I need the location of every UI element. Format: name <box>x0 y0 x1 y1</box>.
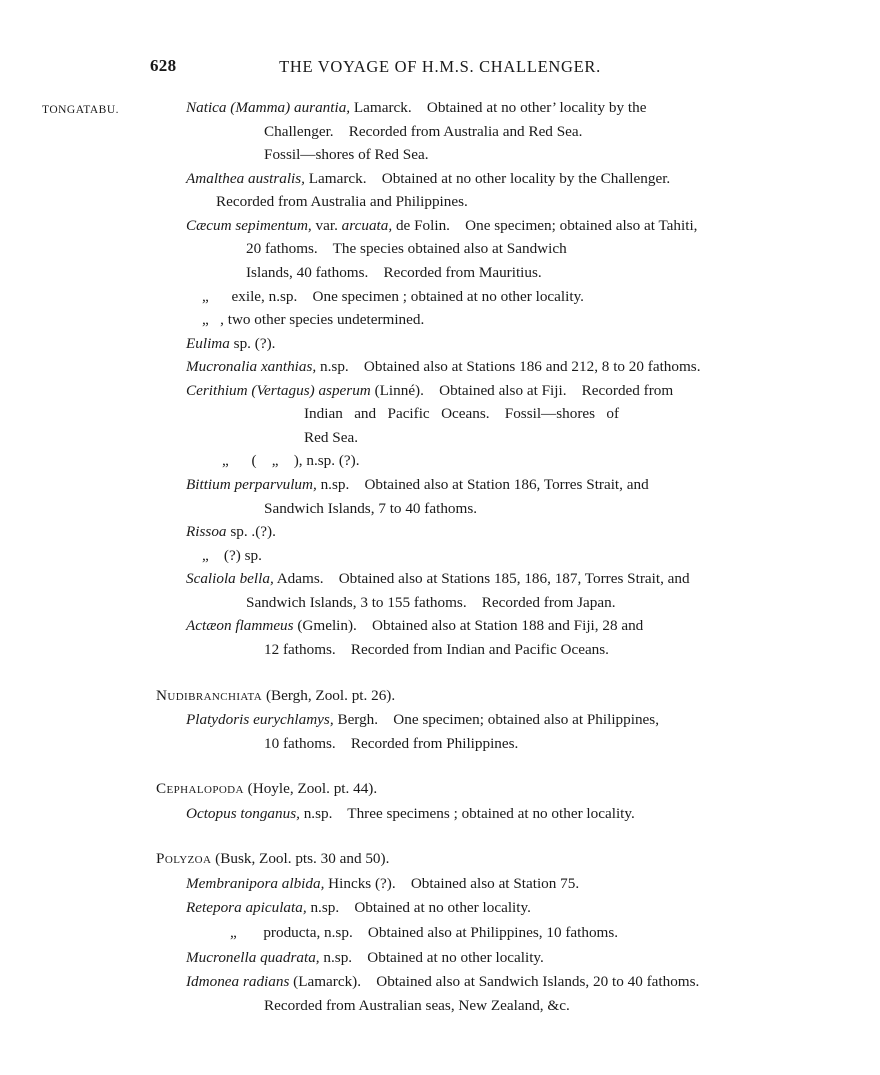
entry-line <box>186 544 842 568</box>
entry-line <box>186 994 842 1018</box>
entry-line <box>186 190 842 214</box>
entry-line <box>186 638 842 662</box>
entry-text: Hincks (?). Obtained also at Station 75. <box>324 874 580 892</box>
taxon-section <box>156 684 842 756</box>
entry-text: n.sp. Obtained also at Station 186, Torres Strait, and <box>316 476 649 493</box>
entry-line <box>186 120 842 144</box>
species-name: Mucronalia xanthias, <box>186 358 317 376</box>
species-name: Cerithium (Vertagus) asperum <box>186 381 371 399</box>
margin-note-locality: TONGATABU. <box>42 104 120 116</box>
species-name: Rissoa <box>186 523 227 541</box>
species-entry <box>186 614 842 661</box>
species-list <box>186 96 842 662</box>
taxon-section <box>156 847 842 1017</box>
entry-text: Fossil—shores of Red Sea. <box>264 146 429 164</box>
entry-line <box>186 355 842 379</box>
entry-line <box>186 896 842 920</box>
entry-text: sp. (?). <box>229 334 276 352</box>
entry-line <box>186 332 842 356</box>
taxon-section <box>156 777 842 825</box>
entry-text: Challenger. Recorded from Australia and Red Sea. <box>264 122 583 140</box>
species-name: Platydoris eurychlamys, <box>186 711 334 729</box>
taxon-name: Nudibranchiata <box>156 686 263 704</box>
entry-text: Sandwich Islands, 3 to 155 fathoms. Recorded from Japan. <box>246 593 616 611</box>
entry-line <box>186 214 842 238</box>
species-entry <box>186 308 842 332</box>
species-entry <box>186 520 842 544</box>
entry-text: Recorded from Australian seas, New Zealand, &c. <box>264 996 570 1014</box>
entry-text: Lamarck. Obtained at no other’ locality by the <box>350 99 647 116</box>
species-entry <box>186 473 842 520</box>
species-entry <box>186 285 842 309</box>
species-entry <box>186 970 842 1017</box>
entry-line <box>186 591 842 615</box>
running-title: THE VOYAGE OF H.M.S. CHALLENGER. <box>279 57 601 76</box>
entry-text: „ , two other species undetermined. <box>202 311 425 329</box>
taxon-reference: (Hoyle, Zool. pt. 44). <box>243 780 378 798</box>
entry-text: de Folin. One specimen; obtained also at Tahiti, <box>392 216 698 234</box>
taxon-name: Polyzoa <box>156 850 212 868</box>
species-name: Eulima <box>186 334 230 352</box>
variety-name: arcuata, <box>341 216 393 234</box>
entry-text: sp. .(?). <box>226 523 276 541</box>
entry-line <box>186 167 842 191</box>
section-heading <box>156 777 842 801</box>
entry-line <box>186 402 842 426</box>
entry-text: Islands, 40 fathoms. Recorded from Mauritius. <box>246 263 542 281</box>
entry-text: Recorded from Australia and Philippines. <box>216 193 468 211</box>
species-entry <box>186 332 842 356</box>
entry-line <box>186 379 842 403</box>
entry-text: n.sp. Obtained at no other locality. <box>306 899 531 917</box>
entry-line <box>186 285 842 309</box>
species-name: Bittium perparvulum, <box>186 476 317 493</box>
species-entry <box>186 167 842 214</box>
species-entry <box>186 896 842 920</box>
species-name: Membranipora albida, <box>186 874 325 892</box>
entry-line <box>186 449 842 473</box>
page-header <box>0 56 880 78</box>
section-heading <box>156 684 842 708</box>
taxon-reference: (Bergh, Zool. pt. 26). <box>262 686 396 704</box>
species-name: Actæon flammeus <box>186 617 294 635</box>
entry-line <box>186 567 842 591</box>
entry-line <box>186 946 842 970</box>
species-name: Retepora apiculata, <box>186 899 307 917</box>
taxon-sections <box>156 684 842 1018</box>
entry-line <box>186 614 842 638</box>
entry-line <box>186 921 842 945</box>
page-body <box>156 96 842 1017</box>
entry-text: Sandwich Islands, 7 to 40 fathoms. <box>264 499 478 517</box>
species-entry <box>186 449 842 473</box>
entry-line <box>186 872 842 896</box>
entry-line <box>186 96 842 120</box>
entry-text: „ exile, n.sp. One specimen ; obtained at no other locality. <box>202 287 584 305</box>
entry-text: 20 fathoms. The species obtained also at Sandwich <box>246 240 567 258</box>
entry-text: n.sp. Three specimens ; obtained at no other locality. <box>299 804 635 822</box>
species-entry <box>186 214 842 285</box>
entry-text: n.sp. Obtained also at Stations 186 and 212, 8 to 20 fathoms. <box>316 358 701 376</box>
species-name: Natica (Mamma) aurantia, <box>186 99 351 116</box>
section-heading <box>156 847 842 871</box>
entry-text: „ producta, n.sp. Obtained also at Philippines, 10 fathoms. <box>230 924 619 941</box>
entry-text: „ (?) sp. <box>202 546 262 564</box>
entry-text: 12 fathoms. Recorded from Indian and Pacific Oceans. <box>264 640 609 658</box>
entry-line <box>186 473 842 497</box>
entry-line <box>186 426 842 450</box>
entry-line <box>186 520 842 544</box>
species-name: Scaliola bella, <box>186 570 274 588</box>
species-entry <box>186 921 842 945</box>
species-entry <box>186 544 842 568</box>
entry-line <box>186 261 842 285</box>
species-entry <box>186 708 842 755</box>
entry-text: 10 fathoms. Recorded from Philippines. <box>264 734 519 752</box>
entry-text: Bergh. One specimen; obtained also at Philippines, <box>333 711 659 729</box>
species-entry <box>186 802 842 826</box>
species-entry <box>186 96 842 167</box>
taxon-reference: (Busk, Zool. pts. 30 and 50). <box>211 850 390 868</box>
entry-text: (Linné). Obtained also at Fiji. Recorded from <box>370 381 674 399</box>
entry-line <box>186 237 842 261</box>
entry-text: Red Sea. <box>304 428 358 446</box>
species-name: Cæcum sepimentum, <box>186 216 312 234</box>
entry-line <box>186 732 842 756</box>
entry-line <box>186 308 842 332</box>
species-name: Amalthea australis, <box>186 169 305 187</box>
entry-text: var. <box>311 216 342 234</box>
entry-text: (Lamarck). Obtained also at Sandwich Islands, 20 to 40 fathoms. <box>289 973 700 991</box>
entry-text: Indian and Pacific Oceans. Fossil—shores of <box>304 405 620 423</box>
species-entry <box>186 872 842 896</box>
entry-text: n.sp. Obtained at no other locality. <box>319 948 544 966</box>
taxon-name: Cephalopoda <box>156 780 244 798</box>
entry-text: (Gmelin). Obtained also at Station 188 and Fiji, 28 and <box>293 617 644 635</box>
entry-text: Lamarck. Obtained at no other locality by the Challenger. <box>304 169 671 187</box>
species-entry <box>186 567 842 614</box>
entry-text: „ ( „ ), n.sp. (?). <box>222 452 360 470</box>
entry-text: Adams. Obtained also at Stations 185, 186, 187, Torres Strait, and <box>273 570 690 588</box>
entry-line <box>186 143 842 167</box>
species-entry <box>186 379 842 450</box>
entry-line <box>186 970 842 994</box>
species-entry <box>186 946 842 970</box>
species-name: Octopus tonganus, <box>186 804 300 822</box>
entry-line <box>186 802 842 826</box>
entry-line <box>186 708 842 732</box>
species-name: Mucronella quadrata, <box>186 948 320 966</box>
species-entry <box>186 355 842 379</box>
entry-line <box>186 497 842 521</box>
page-number: 628 <box>150 56 177 75</box>
species-name: Idmonea radians <box>186 973 290 991</box>
